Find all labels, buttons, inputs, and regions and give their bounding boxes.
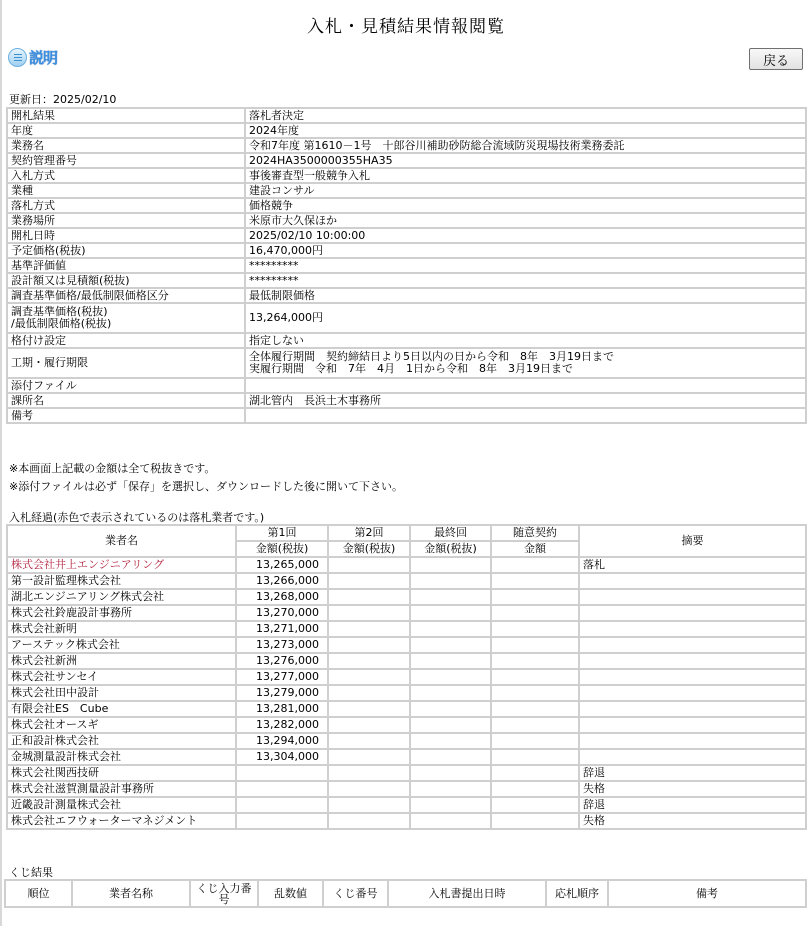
info-row — [7, 213, 806, 228]
negotiated-amount — [491, 589, 579, 605]
info-row — [7, 183, 806, 198]
round2-amount — [328, 733, 410, 749]
negotiated-amount — [491, 797, 579, 813]
bid-summary — [579, 669, 806, 685]
round2-amount — [328, 717, 410, 733]
info-row — [7, 138, 806, 153]
round1-amount — [236, 813, 328, 829]
bid-row — [7, 589, 806, 605]
col-negotiated: 随意契約 — [491, 525, 579, 541]
final-amount — [410, 637, 491, 653]
info-value: 最低制限価格 — [245, 288, 806, 303]
tax-note: ※本画面上記載の金額は全て税抜きです。 — [9, 462, 216, 475]
info-label: 備考 — [7, 408, 245, 423]
updated-date: 更新日：2025/02/10 — [9, 93, 117, 106]
round2-amount — [328, 605, 410, 621]
bidder-name: アーステック株式会社 — [7, 637, 236, 653]
window-left-edge — [0, 0, 2, 926]
bid-summary — [579, 733, 806, 749]
round2-amount — [328, 685, 410, 701]
col-bid-order: 応札順序 — [546, 880, 608, 907]
final-amount — [410, 669, 491, 685]
bidder-name: 第一設計監理株式会社 — [7, 573, 236, 589]
help-link[interactable] — [8, 47, 57, 68]
final-amount — [410, 733, 491, 749]
info-label: 設計額又は見積額(税抜) — [7, 273, 245, 288]
info-row — [7, 393, 806, 408]
bidder-name: 株式会社新洲 — [7, 653, 236, 669]
back-button[interactable]: 戻る — [749, 48, 803, 70]
final-amount — [410, 781, 491, 797]
col-submission-time: 入札書提出日時 — [388, 880, 546, 907]
info-label: 課所名 — [7, 393, 245, 408]
bid-row — [7, 669, 806, 685]
info-row — [7, 288, 806, 303]
bid-row — [7, 717, 806, 733]
round1-amount: 13,281,000 — [236, 701, 328, 717]
info-value: 16,470,000円 — [245, 243, 806, 258]
col-remarks: 備考 — [608, 880, 806, 907]
final-amount — [410, 813, 491, 829]
info-row — [7, 348, 806, 378]
col-negotiated-amount: 金額 — [491, 541, 579, 557]
info-row — [7, 108, 806, 123]
final-amount — [410, 557, 491, 573]
info-label: 入札方式 — [7, 168, 245, 183]
final-amount — [410, 573, 491, 589]
info-value: 価格競争 — [245, 198, 806, 213]
info-label: 格付け設定 — [7, 333, 245, 348]
bidder-name: 有限会社ES Cube — [7, 701, 236, 717]
round1-amount — [236, 781, 328, 797]
bid-row — [7, 749, 806, 765]
negotiated-amount — [491, 637, 579, 653]
bid-summary — [579, 637, 806, 653]
bidder-name: 株式会社関西技研 — [7, 765, 236, 781]
info-row — [7, 258, 806, 273]
lottery-caption: くじ結果 — [9, 866, 53, 879]
info-label: 業務名 — [7, 138, 245, 153]
info-value: 2024HA3500000355HA35 — [245, 153, 806, 168]
bid-summary — [579, 621, 806, 637]
round2-amount — [328, 781, 410, 797]
info-row — [7, 243, 806, 258]
col-rank: 順位 — [5, 880, 72, 907]
info-value: 指定しない — [245, 333, 806, 348]
negotiated-amount — [491, 781, 579, 797]
round1-amount: 13,268,000 — [236, 589, 328, 605]
info-label: 添付ファイル — [7, 378, 245, 393]
info-label: 開札結果 — [7, 108, 245, 123]
round1-amount: 13,294,000 — [236, 733, 328, 749]
bid-row — [7, 781, 806, 797]
round2-amount — [328, 749, 410, 765]
col-bidder: 業者名 — [7, 525, 236, 557]
negotiated-amount — [491, 669, 579, 685]
bidder-name: 株式会社エフウォーターマネジメント — [7, 813, 236, 829]
round1-amount — [236, 797, 328, 813]
col-bidder-name: 業者名称 — [72, 880, 190, 907]
attachment-note: ※添付ファイルは必ず「保存」を選択し、ダウンロードした後に開いて下さい。 — [9, 480, 403, 493]
final-amount — [410, 765, 491, 781]
col-final: 最終回 — [410, 525, 491, 541]
bid-row — [7, 701, 806, 717]
negotiated-amount — [491, 685, 579, 701]
round1-amount: 13,273,000 — [236, 637, 328, 653]
bid-row — [7, 797, 806, 813]
round2-amount — [328, 621, 410, 637]
bid-row — [7, 733, 806, 749]
info-row — [7, 378, 806, 393]
bidder-name: 株式会社井上エンジニアリング — [7, 557, 236, 573]
round1-amount: 13,282,000 — [236, 717, 328, 733]
bid-row — [7, 637, 806, 653]
final-amount — [410, 589, 491, 605]
round2-amount — [328, 765, 410, 781]
info-label: 落札方式 — [7, 198, 245, 213]
bid-row-winner — [7, 557, 806, 573]
bid-row — [7, 573, 806, 589]
bidder-name: 株式会社サンセイ — [7, 669, 236, 685]
negotiated-amount — [491, 717, 579, 733]
info-label: 調査基準価格/最低制限価格区分 — [7, 288, 245, 303]
bid-summary: 辞退 — [579, 765, 806, 781]
negotiated-amount — [491, 733, 579, 749]
info-label: 工期・履行期限 — [7, 348, 245, 378]
round2-amount — [328, 589, 410, 605]
info-row — [7, 198, 806, 213]
col-random-value: 乱数値 — [258, 880, 323, 907]
col-final-amount: 金額(税抜) — [410, 541, 491, 557]
round2-amount — [328, 653, 410, 669]
bid-summary: 落札 — [579, 557, 806, 573]
negotiated-amount — [491, 621, 579, 637]
final-amount — [410, 621, 491, 637]
bid-summary: 失格 — [579, 813, 806, 829]
info-row — [7, 273, 806, 288]
bidder-name: 正和設計株式会社 — [7, 733, 236, 749]
bidder-name: 株式会社新明 — [7, 621, 236, 637]
final-amount — [410, 749, 491, 765]
bid-summary — [579, 653, 806, 669]
round1-amount: 13,277,000 — [236, 669, 328, 685]
lottery-table — [4, 879, 807, 908]
bidder-name: 湖北エンジニアリング株式会社 — [7, 589, 236, 605]
info-value: 全体履行期間 契約締結日より5日以内の日から令和 8年 3月19日まで 実履行期間 令和 7年 4月 1日から令和 8年 3月19日まで — [245, 348, 806, 378]
bidder-name: 近畿設計測量株式会社 — [7, 797, 236, 813]
info-value: 建設コンサル — [245, 183, 806, 198]
info-label: 年度 — [7, 123, 245, 138]
negotiated-amount — [491, 765, 579, 781]
col-lottery-input-no: くじ入力番号 — [190, 880, 258, 907]
final-amount — [410, 717, 491, 733]
bid-summary — [579, 605, 806, 621]
bid-info-table — [6, 107, 807, 424]
info-value: 2024年度 — [245, 123, 806, 138]
final-amount — [410, 685, 491, 701]
info-value: 湖北管内 長浜土木事務所 — [245, 393, 806, 408]
negotiated-amount — [491, 605, 579, 621]
bid-summary — [579, 749, 806, 765]
info-label: 業務場所 — [7, 213, 245, 228]
round1-amount: 13,270,000 — [236, 605, 328, 621]
bid-summary — [579, 589, 806, 605]
info-label: 予定価格(税抜) — [7, 243, 245, 258]
info-row — [7, 408, 806, 423]
info-label: 開札日時 — [7, 228, 245, 243]
bid-summary: 辞退 — [579, 797, 806, 813]
info-label: 基準評価値 — [7, 258, 245, 273]
round2-amount — [328, 573, 410, 589]
bid-row — [7, 685, 806, 701]
info-row — [7, 123, 806, 138]
bidder-name: 株式会社オースギ — [7, 717, 236, 733]
info-row — [7, 153, 806, 168]
round2-amount — [328, 701, 410, 717]
bid-summary — [579, 717, 806, 733]
info-value: 事後審査型一般競争入札 — [245, 168, 806, 183]
round2-amount — [328, 637, 410, 653]
bid-row — [7, 605, 806, 621]
bid-history-table — [6, 524, 807, 830]
final-amount — [410, 605, 491, 621]
col-round2: 第2回 — [328, 525, 410, 541]
bid-history-caption: 入札経過(赤色で表示されているのは落札業者です。) — [9, 511, 265, 524]
round2-amount — [328, 669, 410, 685]
col-round1-amount: 金額(税抜) — [236, 541, 328, 557]
final-amount — [410, 653, 491, 669]
bid-summary — [579, 685, 806, 701]
bid-summary: 失格 — [579, 781, 806, 797]
bid-row — [7, 621, 806, 637]
info-value — [245, 378, 806, 393]
round2-amount — [328, 813, 410, 829]
round1-amount: 13,271,000 — [236, 621, 328, 637]
col-round1: 第1回 — [236, 525, 328, 541]
info-label: 調査基準価格(税抜) /最低制限価格(税抜) — [7, 303, 245, 333]
col-lottery-no: くじ番号 — [323, 880, 388, 907]
page-title: 入札・見積結果情報閲覧 — [307, 17, 505, 37]
negotiated-amount — [491, 701, 579, 717]
info-value: 13,264,000円 — [245, 303, 806, 333]
negotiated-amount — [491, 749, 579, 765]
help-label: 説明 — [29, 49, 58, 67]
info-label: 業種 — [7, 183, 245, 198]
info-value: 2025/02/10 10:00:00 — [245, 228, 806, 243]
bid-row — [7, 765, 806, 781]
info-value: 令和7年度 第1610－1号 十郎谷川補助砂防総合流域防災現場技術業務委託 — [245, 138, 806, 153]
info-value: 米原市大久保ほか — [245, 213, 806, 228]
col-round2-amount: 金額(税抜) — [328, 541, 410, 557]
negotiated-amount — [491, 653, 579, 669]
info-row — [7, 228, 806, 243]
final-amount — [410, 797, 491, 813]
info-label: 契約管理番号 — [7, 153, 245, 168]
round2-amount — [328, 797, 410, 813]
negotiated-amount — [491, 557, 579, 573]
round1-amount: 13,304,000 — [236, 749, 328, 765]
bidder-name: 株式会社滋賀測量設計事務所 — [7, 781, 236, 797]
bid-row — [7, 813, 806, 829]
info-row — [7, 333, 806, 348]
document-icon — [8, 48, 27, 67]
bid-summary — [579, 573, 806, 589]
bid-row — [7, 653, 806, 669]
round1-amount: 13,276,000 — [236, 653, 328, 669]
final-amount — [410, 701, 491, 717]
col-summary: 摘要 — [579, 525, 806, 557]
bidder-name: 株式会社鈴鹿設計事務所 — [7, 605, 236, 621]
info-row — [7, 303, 806, 333]
round1-amount: 13,266,000 — [236, 573, 328, 589]
round2-amount — [328, 557, 410, 573]
negotiated-amount — [491, 813, 579, 829]
info-value: ********* — [245, 258, 806, 273]
info-row — [7, 168, 806, 183]
round1-amount: 13,265,000 — [236, 557, 328, 573]
bid-summary — [579, 701, 806, 717]
bidder-name: 株式会社田中設計 — [7, 685, 236, 701]
round1-amount — [236, 765, 328, 781]
bidder-name: 金城測量設計株式会社 — [7, 749, 236, 765]
info-value — [245, 408, 806, 423]
round1-amount: 13,279,000 — [236, 685, 328, 701]
negotiated-amount — [491, 573, 579, 589]
info-value: ********* — [245, 273, 806, 288]
info-value: 落札者決定 — [245, 108, 806, 123]
